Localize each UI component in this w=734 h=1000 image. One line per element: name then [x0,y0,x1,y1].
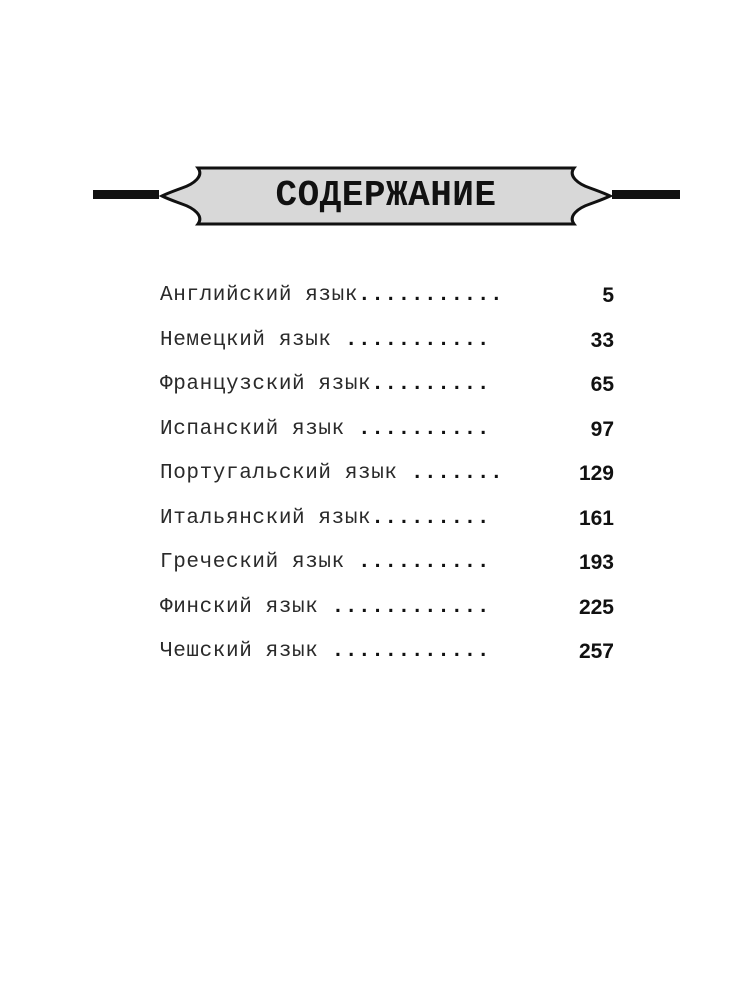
toc-entry-page-number: 33 [590,328,614,352]
toc-entry-english [160,274,614,319]
toc-entry-label: Французский язык [160,373,372,396]
toc-entry-page-number: 65 [590,373,614,396]
toc-entry-leader: ............ [331,640,491,663]
toc-entry-label: Португальский язык [160,462,411,485]
left-decorative-rule [93,190,159,199]
toc-entry-page-number: 225 [578,595,614,619]
toc-entry-label: Греческий язык [160,551,359,574]
toc-entry-page-number: 161 [578,506,614,530]
toc-entry-label: Английский язык [160,284,359,307]
toc-entry-page-number: 5 [602,284,614,307]
heading-banner [158,160,614,232]
toc-entry-label: Немецкий язык [160,328,345,352]
toc-entry-label: Финский язык [160,595,332,619]
right-decorative-rule [612,190,680,199]
toc-entry-czech [160,630,614,675]
toc-entry-greek [160,541,614,586]
toc-entry-portuguese [160,452,614,497]
toc-entry-page-number: 129 [578,462,614,485]
toc-entry-leader: .......... [358,417,491,441]
toc-entry-label: Испанский язык [160,417,359,441]
toc-entry-label: Итальянский язык [160,506,372,530]
page-title: СОДЕРЖАНИЕ [275,175,497,216]
toc-entry-leader: .......... [358,551,491,574]
toc-entry-page-number: 257 [578,640,614,663]
toc-entry-label: Чешский язык [160,640,332,663]
toc-entry-leader: ........... [344,328,491,352]
toc-entry-german [160,319,614,364]
toc-entry-leader: ......... [371,506,491,530]
toc-entry-page-number: 97 [590,417,614,441]
toc-entry-leader: ......... [371,373,491,396]
toc-entry-french [160,363,614,408]
toc-entry-finnish [160,586,614,631]
toc-entry-italian [160,497,614,542]
toc-entry-spanish [160,408,614,453]
toc-entry-leader: ....... [410,462,504,485]
toc-entry-leader: ............ [331,595,491,619]
toc-entry-leader: ........... [358,284,504,307]
toc-entry-page-number: 193 [578,551,614,574]
table-of-contents [160,274,614,675]
